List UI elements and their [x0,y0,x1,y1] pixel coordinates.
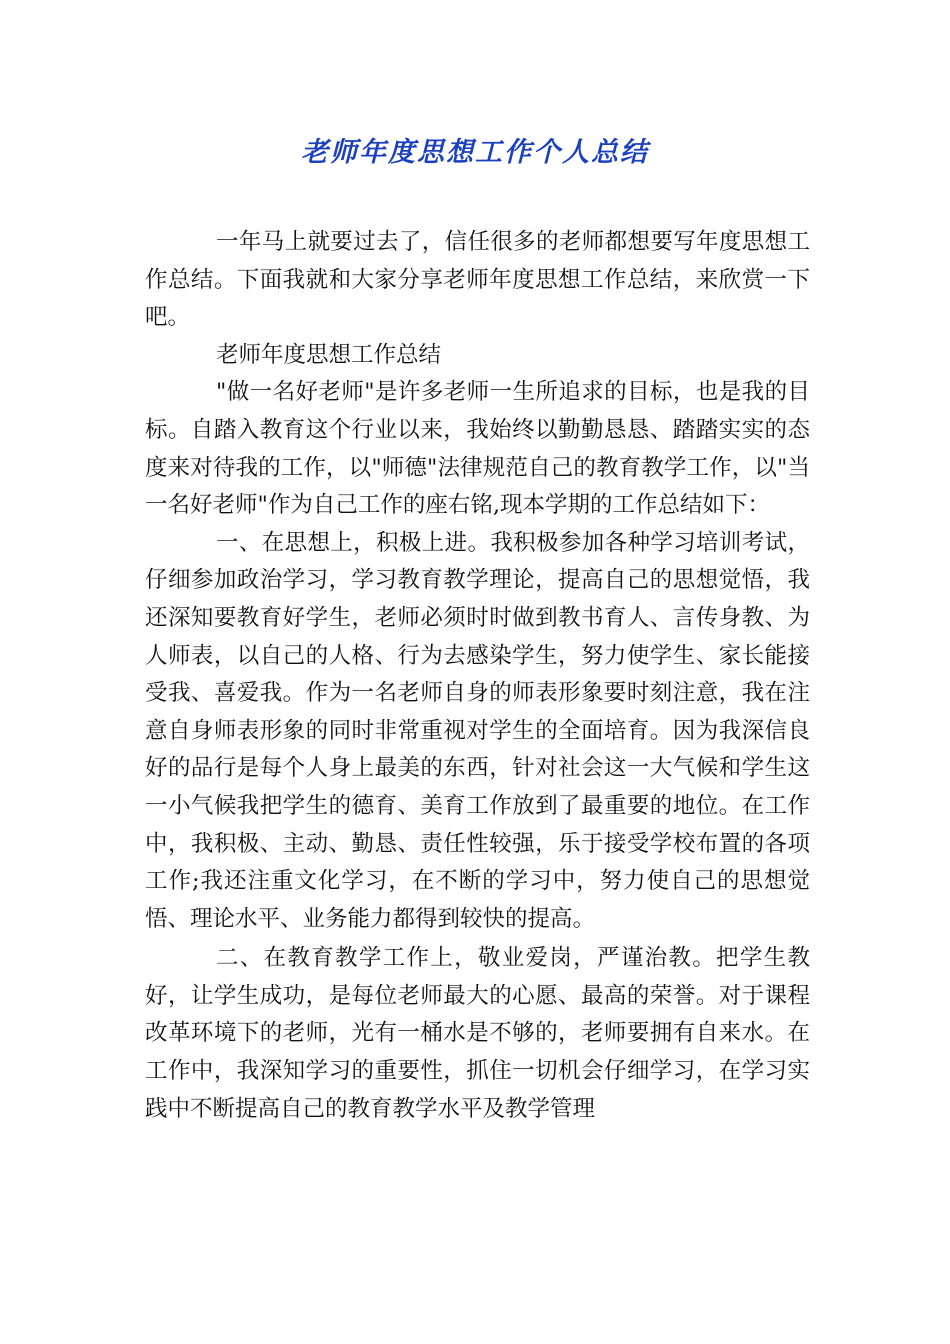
document-body [145,224,810,1128]
document-title: 老师年度思想工作个人总结 [301,137,649,168]
paragraph-subheading: 老师年度思想工作总结 [216,341,442,368]
paragraph-section-one: 一、在思想上，积极上进。我积极参加各种学习培训考试，仔细参加政治学习，学习教育教学理论，提高自己的思想觉悟，我还深知要教育好学生，老师必须时时做到教书育人、言传身教、为人师表，以自己的人格、行为去感染学生，努力使学生、家长能接受我、喜爱我。作为一名老师自身的师表形象要时刻注意，我在注意自身师表形象的同时非常重视对学生的全面培育。因为我深信良好的品行是每个人身上最美的东西，针对社会这一大气候和学生这一小气候我把学生的德育、美育工作放到了最重要的地位。在工作中，我积极、主动、勤恳、责任性较强，乐于接受学校布置的各项工作;我还注重文化学习，在不断的学习中，努力使自己的思想觉悟、理论水平、业务能力都得到较快的提高。 [145,529,810,932]
paragraph-intro: 一年马上就要过去了，信任很多的老师都想要写年度思想工作总结。下面我就和大家分享老师年度思想工作总结，来欣赏一下吧。 [145,229,810,331]
paragraph-section-two: 二、在教育教学工作上，敬业爱岗，严谨治教。把学生教好，让学生成功，是每位老师最大的心愿、最高的荣誉。对于课程改革环境下的老师，光有一桶水是不够的，老师要拥有自来水。在工作中，我深知学习的重要性，抓住一切机会仔细学习，在学习实践中不断提高自己的教育教学水平及教学管理 [145,945,810,1122]
paragraph-goal: "做一名好老师"是许多老师一生所追求的目标，也是我的目标。自踏入教育这个行业以来，我始终以勤勤恳恳、踏踏实实的态度来对待我的工作，以"师德"法律规范自己的教育教学工作，以"当一名好老师"作为自己工作的座右铭,现本学期的工作总结如下： [145,379,810,519]
